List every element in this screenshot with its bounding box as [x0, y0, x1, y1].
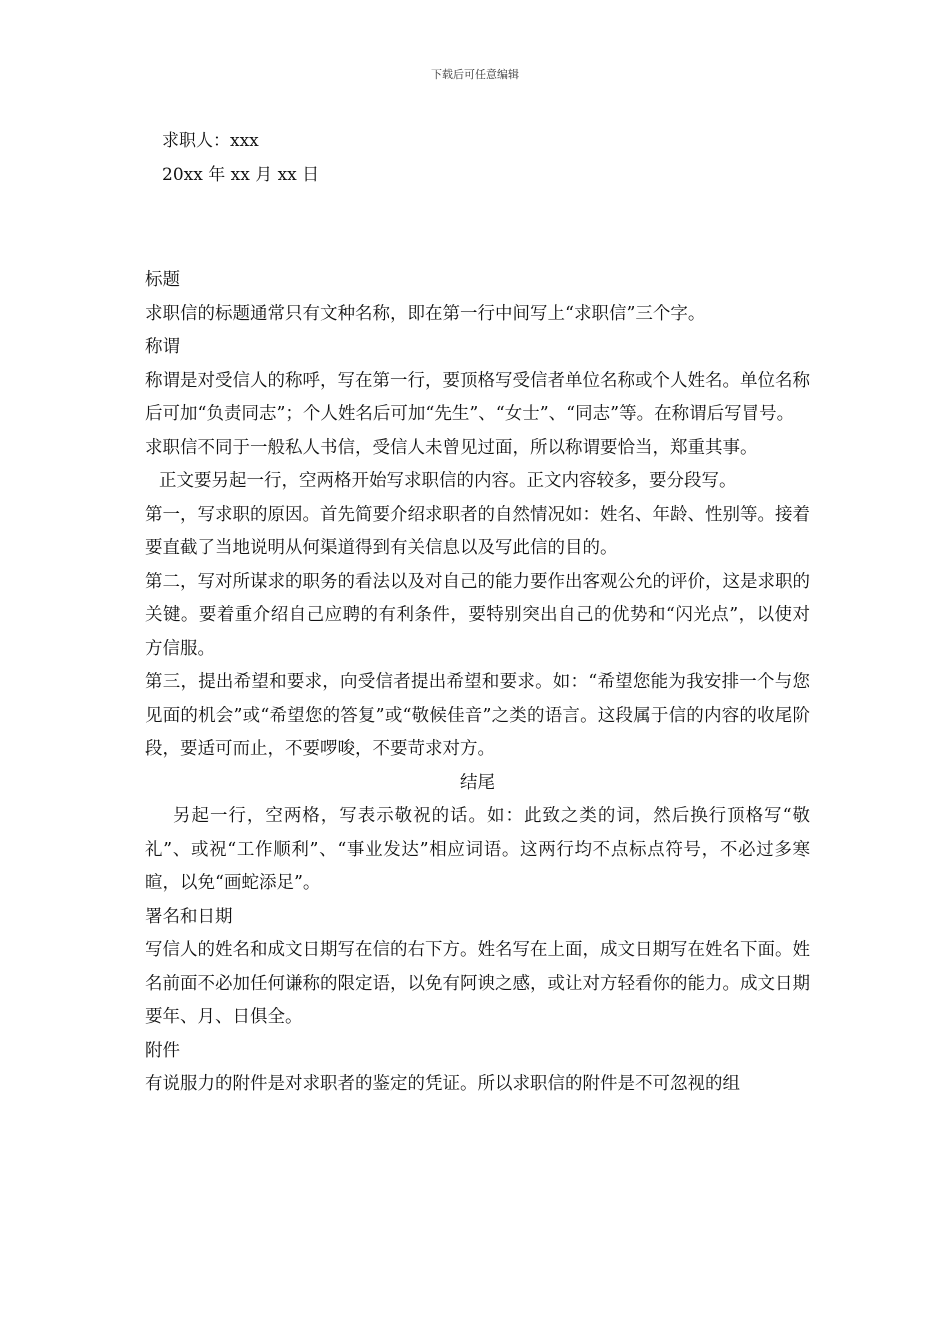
document-page: [145, 124, 810, 1102]
heading-attachment: 附件: [145, 1040, 180, 1061]
heading-title: 标题: [145, 270, 180, 290]
document-body: [145, 264, 810, 1102]
paragraph-sign: 写信人的姓名和成文日期写在信的右下方。姓名写在上面，成文日期写在姓名下面。姓名前面不必加任何谦称的限定语，以免有阿谀之感，或让对方轻看你的能力。成文日期要年、月、日俱全。: [145, 940, 810, 1027]
paragraph-body-second: 第二，写对所谋求的职务的看法以及对自己的能力要作出客观公允的评价，这是求职的关键。要着重介绍自己应聘的有利条件，要特别突出自己的优势和“闪光点”，以使对方信服。: [145, 571, 810, 659]
paragraph-attachment: 有说服力的附件是对求职者的鉴定的凭证。所以求职信的附件是不可忽视的组: [145, 1074, 740, 1094]
paragraph-title: 求职信的标题通常只有文种名称，即在第一行中间写上“求职信”三个字。: [145, 303, 706, 324]
paragraph-ending: 另起一行，空两格，写表示敬祝的话。如：此致之类的词，然后换行顶格写“敬礼”、或祝“工作顺利”、“事业发达”相应词语。这两行均不点标点符号，不必过多寒暄，以免“画蛇添足”。: [145, 806, 810, 893]
heading-salutation: 称谓: [145, 337, 180, 357]
heading-sign: 署名和日期: [145, 906, 233, 927]
applicant-line: 求职人：xxx: [162, 131, 259, 151]
signature-block: [162, 124, 810, 192]
paragraph-salutation: 称谓是对受信人的称呼，写在第一行，要顶格写受信者单位名称或个人姓名。单位名称后可加“负责同志”；个人姓名后可加“先生”、“女士”、“同志”等。在称谓后写冒号。: [145, 370, 810, 424]
date-line: 20xx 年 xx 月 xx 日: [162, 165, 320, 185]
paragraph-body-first: 第一，写求职的原因。首先简要介绍求职者的自然情况如：姓名、年龄、性别等。接着要直截了当地说明从何渠道得到有关信息以及写此信的目的。: [145, 504, 810, 558]
page-header-note: 下载后可任意编辑: [431, 68, 519, 81]
paragraph-body-third: 第三，提出希望和要求，向受信者提出希望和要求。如：“希望您能为我安排一个与您见面的机会”或“希望您的答复”或“敬候佳音”之类的语言。这段属于信的内容的收尾阶段，要适可而止，不要啰唆，不要苛求对方。: [145, 672, 810, 759]
paragraph-body-intro: 正文要另起一行，空两格开始写求职信的内容。正文内容较多，要分段写。: [159, 471, 737, 491]
paragraph-salutation-note: 求职信不同于一般私人书信，受信人未曾见过面，所以称谓要恰当，郑重其事。: [145, 437, 758, 458]
heading-ending: 结尾: [460, 772, 495, 793]
